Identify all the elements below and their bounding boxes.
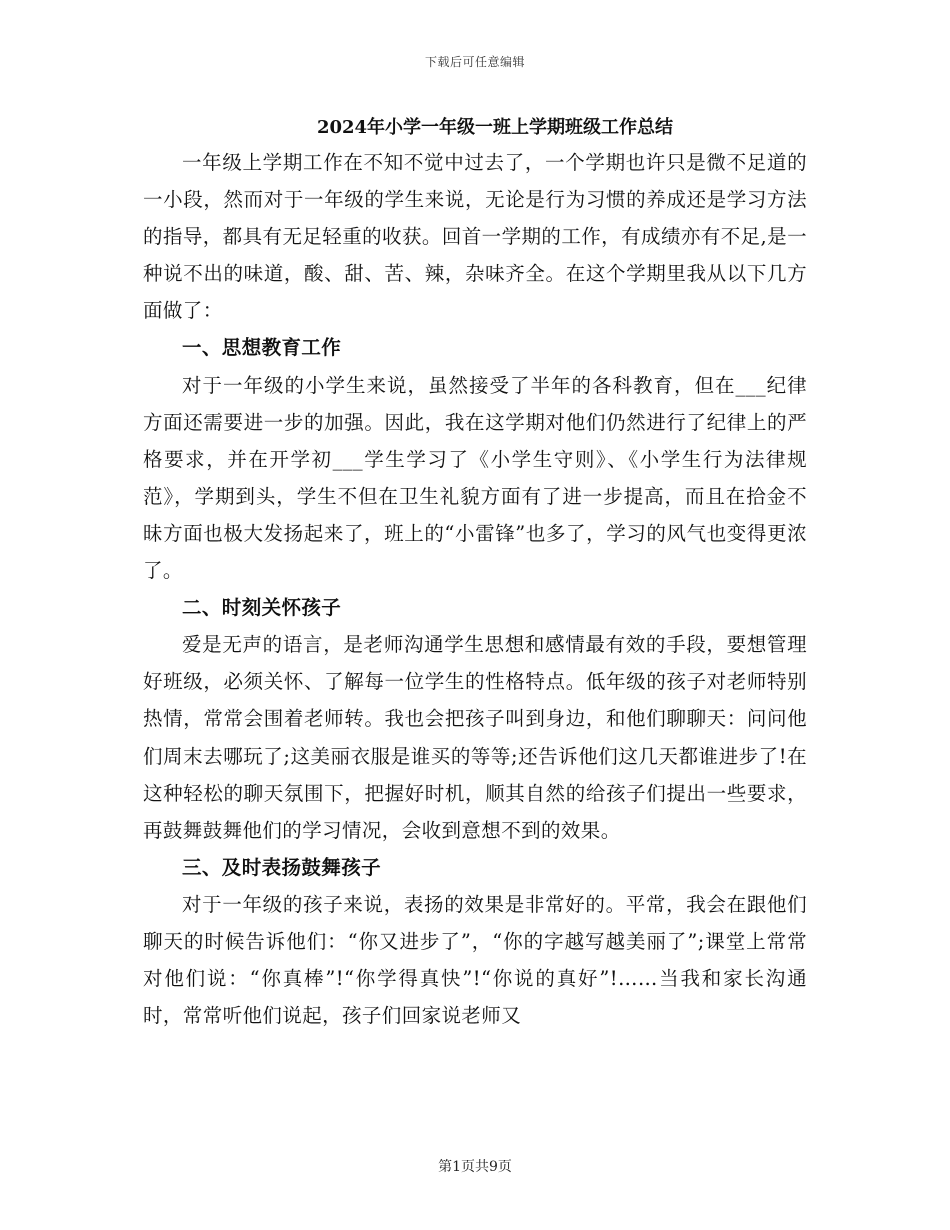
- document-body: [143, 112, 807, 1034]
- page-header-note: 下载后可任意编辑: [424, 55, 525, 69]
- section-paragraph-1: 对于一年级的小学生来说，虽然接受了半年的各科教育，但在___纪律方面还需要进一步的加强。因此，我在这学期对他们仍然进行了纪律上的严格要求，并在开学初___学生学习了《小学生守则》、《小学生行为法律规范》，学期到头，学生不但在卫生礼貌方面有了进一步提高，而且在拾金不昧方面也极大发扬起来了，班上的“小雷锋”也多了，学习的风气也变得更浓了。: [143, 373, 807, 583]
- section-paragraph-3: 对于一年级的孩子来说，表扬的效果是非常好的。平常，我会在跟他们聊天的时候告诉他们：“你又进步了”，“你的字越写越美丽了”;课堂上常常对他们说：“你真棒”!“你学得真快”!“你说的真好”!……当我和家长沟通时，常常听他们说起，孩子们回家说老师又: [143, 892, 807, 1028]
- section-heading-3: 三、及时表扬鼓舞孩子: [182, 855, 382, 879]
- intro-paragraph: 一年级上学期工作在不知不觉中过去了，一个学期也许只是微不足道的一小段，然而对于一年级的学生来说，无论是行为习惯的养成还是学习方法的指导，都具有无足轻重的收获。回首一学期的工作，有成绩亦有不足,是一种说不出的味道，酸、甜、苦、辣，杂味齐全。在这个学期里我从以下几方面做了：: [143, 151, 807, 323]
- document-title: 2024年小学一年级一班上学期班级工作总结: [316, 117, 674, 138]
- section-heading-2: 二、时刻关怀孩子: [182, 596, 342, 620]
- section-paragraph-2: 爱是无声的语言，是老师沟通学生思想和感情最有效的手段，要想管理好班级，必须关怀、了解每一位学生的性格特点。低年级的孩子对老师特别热情，常常会围着老师转。我也会把孩子叫到身边，和他们聊聊天：问问他们周末去哪玩了;这美丽衣服是谁买的等等;还告诉他们这几天都谁进步了!在这种轻松的聊天氛围下，把握好时机，顺其自然的给孩子们提出一些要求，再鼓舞鼓舞他们的学习情况，会收到意想不到的效果。: [143, 633, 807, 842]
- section-heading-1: 一、思想教育工作: [182, 336, 342, 360]
- page-footer-number: 第1页共9页: [438, 1159, 512, 1175]
